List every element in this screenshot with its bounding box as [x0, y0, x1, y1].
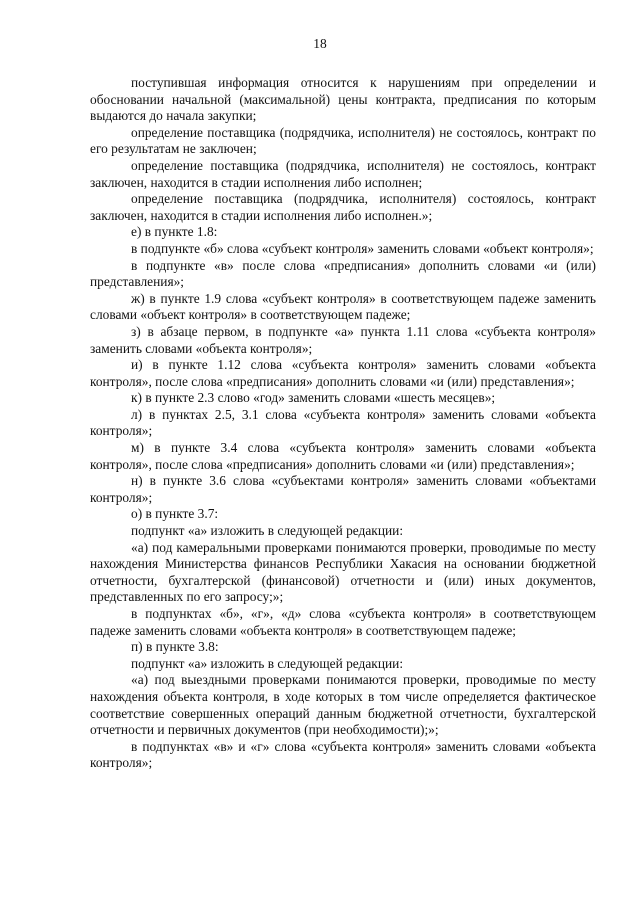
paragraph: н) в пункте 3.6 слова «субъектами контроля» заменить словами «объектами контроля»; — [90, 473, 596, 505]
paragraph: и) в пункте 1.12 слова «субъекта контроля» заменить словами «объекта контроля», после слова «предписания» дополнить словами «и (или) представления»; — [90, 357, 596, 389]
document-body — [90, 75, 596, 772]
paragraph: о) в пункте 3.7: — [131, 506, 219, 522]
paragraph: к) в пункте 2.3 слово «год» заменить словами «шесть месяцев»; — [131, 390, 496, 406]
paragraph: определение поставщика (подрядчика, исполнителя) не состоялось, контракт по его результатам не заключен; — [90, 124, 596, 157]
paragraph: в подпунктах «в» и «г» слова «субъекта контроля» заменить словами «объекта контроля»; — [90, 738, 596, 771]
paragraph: «а) под камеральными проверками понимаются проверки, проводимые по месту нахождения Министерства финансов Республики Хакасия на основании бюджетной отчетности, бухгалтерской (финансовой) отчетности и (или) иных документов, представленных по его запросу;»; — [90, 539, 596, 605]
paragraph: м) в пункте 3.4 слова «субъекта контроля» заменить словами «объекта контроля», после слова «предписания» дополнить словами «и (или) представления»; — [90, 440, 596, 472]
paragraph: определение поставщика (подрядчика, исполнителя) не состоялось, контракт заключен, находится в стадии исполнения либо исполнен; — [90, 157, 596, 190]
paragraph: ж) в пункте 1.9 слова «субъект контроля» в соответствующем падеже заменить словами «объект контроля» в соответствующем падеже; — [90, 290, 596, 323]
paragraph: определение поставщика (подрядчика, исполнителя) состоялось, контракт заключен, находится в стадии исполнения либо исполнен.»; — [90, 191, 596, 223]
paragraph: «а) под выездными проверками понимаются проверки, проводимые по месту нахождения объекта контроля, в ходе которых в том числе определяется фактическое соответствие совершенных операций данным бюджетной отчетности, бухгалтерской отчетности и первичных документов (при необходимости);»; — [90, 672, 596, 738]
paragraph: е) в пункте 1.8: — [131, 224, 218, 240]
paragraph: в подпунктах «б», «г», «д» слова «субъекта контроля» в соответствующем падеже заменить словами «объекта контроля» в соответствующем падеже; — [90, 606, 596, 638]
page-number: 18 — [313, 36, 327, 51]
paragraph: в подпункте «в» после слова «предписания» дополнить словами «и (или) представления»; — [90, 257, 596, 290]
paragraph: подпункт «а» изложить в следующей редакции: — [131, 655, 404, 671]
paragraph: поступившая информация относится к нарушениям при определении и обосновании начальной (максимальной) цены контракта, предписания по которым выдаются до начала закупки; — [90, 75, 596, 124]
paragraph: л) в пунктах 2.5, 3.1 слова «субъекта контроля» заменить словами «объекта контроля»; — [90, 406, 596, 439]
paragraph: в подпункте «б» слова «субъект контроля» заменить словами «объект контроля»; — [131, 240, 594, 256]
paragraph: з) в абзаце первом, в подпункте «а» пункта 1.11 слова «субъекта контроля» заменить словами «объекта контроля»; — [90, 323, 596, 356]
paragraph: подпункт «а» изложить в следующей редакции: — [131, 523, 404, 539]
paragraph: п) в пункте 3.8: — [131, 639, 219, 655]
